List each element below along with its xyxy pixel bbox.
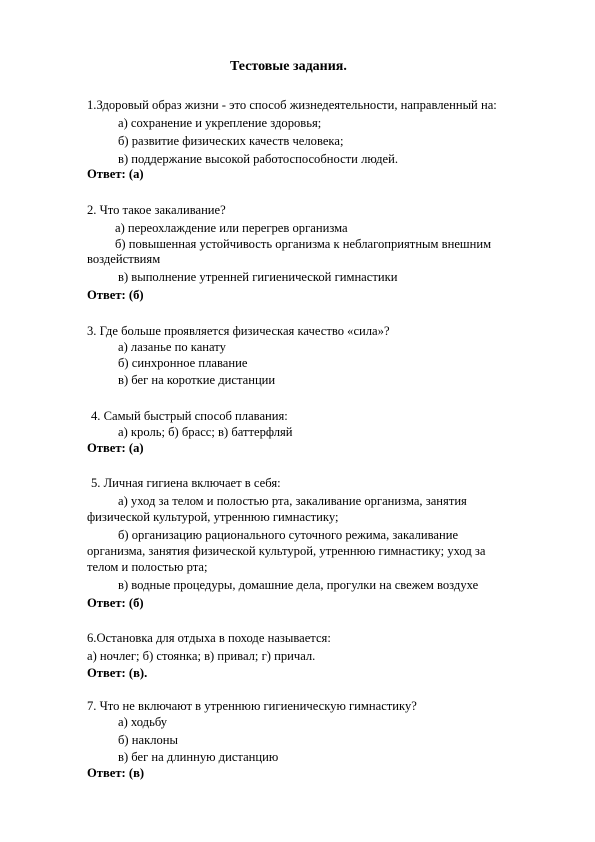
- question-3-option-b: б) синхронное плавание: [118, 356, 248, 370]
- answer-value: (в).: [128, 666, 148, 680]
- answer-label: Ответ:: [87, 766, 126, 780]
- question-5-option-c: в) водные процедуры, домашние дела, прогулки на свежем воздухе: [118, 578, 479, 592]
- answer-value: (б): [128, 596, 144, 610]
- question-2-option-b-continued: воздействиям: [87, 252, 161, 266]
- question-4-text: 4. Самый быстрый способ плавания:: [91, 409, 288, 423]
- question-5-option-a-continued: физической культурой, утреннюю гимнастику;: [87, 510, 339, 524]
- question-2-option-b: б) повышенная устойчивость организма к неблагоприятным внешним: [115, 237, 492, 251]
- question-2-text: 2. Что такое закаливание?: [87, 203, 226, 217]
- question-5-option-b-continued-2: телом и полостью рта;: [87, 560, 208, 574]
- answer-value: (а): [128, 441, 144, 455]
- question-7-option-b: б) наклоны: [118, 733, 178, 747]
- question-5-text: 5. Личная гигиена включает в себя:: [91, 476, 281, 490]
- question-7-text: 7. Что не включают в утреннюю гигиеническую гимнастику?: [87, 699, 417, 713]
- answer-value: (а): [128, 167, 144, 181]
- question-6-text: 6.Остановка для отдыха в походе называется:: [87, 631, 331, 645]
- question-1-option-a: а) сохранение и укрепление здоровья;: [118, 116, 322, 130]
- question-5-answer: [87, 597, 144, 610]
- question-2-answer: [87, 289, 144, 302]
- question-1-option-c: в) поддержание высокой работоспособности людей.: [118, 152, 399, 166]
- question-6-options: а) ночлег; б) стоянка; в) привал; г) причал.: [87, 649, 316, 663]
- question-5-option-b: б) организацию рационального суточного режима, закаливание: [118, 528, 459, 542]
- answer-label: Ответ:: [87, 167, 126, 181]
- question-4-options: а) кроль; б) брасс; в) баттерфляй: [118, 425, 293, 439]
- page-title: Тестовые задания.: [230, 59, 347, 74]
- answer-label: Ответ:: [87, 288, 126, 302]
- answer-label: Ответ:: [87, 596, 126, 610]
- question-1-option-b: б) развитие физических качеств человека;: [118, 134, 344, 148]
- question-6-answer: [87, 667, 147, 680]
- answer-label: Ответ:: [87, 666, 126, 680]
- question-5-option-a: а) уход за телом и полостью рта, закаливание организма, занятия: [118, 494, 467, 508]
- question-7-option-a: а) ходьбу: [118, 715, 168, 729]
- question-5-option-b-continued: организма, занятия физической культурой, утреннюю гимнастику; уход за: [87, 544, 486, 558]
- question-3-option-a: а) лазанье по канату: [118, 340, 226, 354]
- question-1-text: 1.Здоровый образ жизни - это способ жизнедеятельности, направленный на:: [87, 98, 497, 112]
- question-3-option-c: в) бег на короткие дистанции: [118, 373, 276, 387]
- question-7-answer: [87, 767, 144, 780]
- answer-value: (б): [128, 288, 144, 302]
- question-2-option-c: в) выполнение утренней гигиенической гимнастики: [118, 270, 398, 284]
- question-3-text: 3. Где больше проявляется физическая качество «сила»?: [87, 324, 390, 338]
- answer-value: (в): [128, 766, 145, 780]
- question-4-answer: [87, 442, 144, 455]
- question-2-option-a: а) переохлаждение или перегрев организма: [115, 221, 348, 235]
- question-7-option-c: в) бег на длинную дистанцию: [118, 750, 279, 764]
- question-1-answer: [87, 168, 144, 181]
- answer-label: Ответ:: [87, 441, 126, 455]
